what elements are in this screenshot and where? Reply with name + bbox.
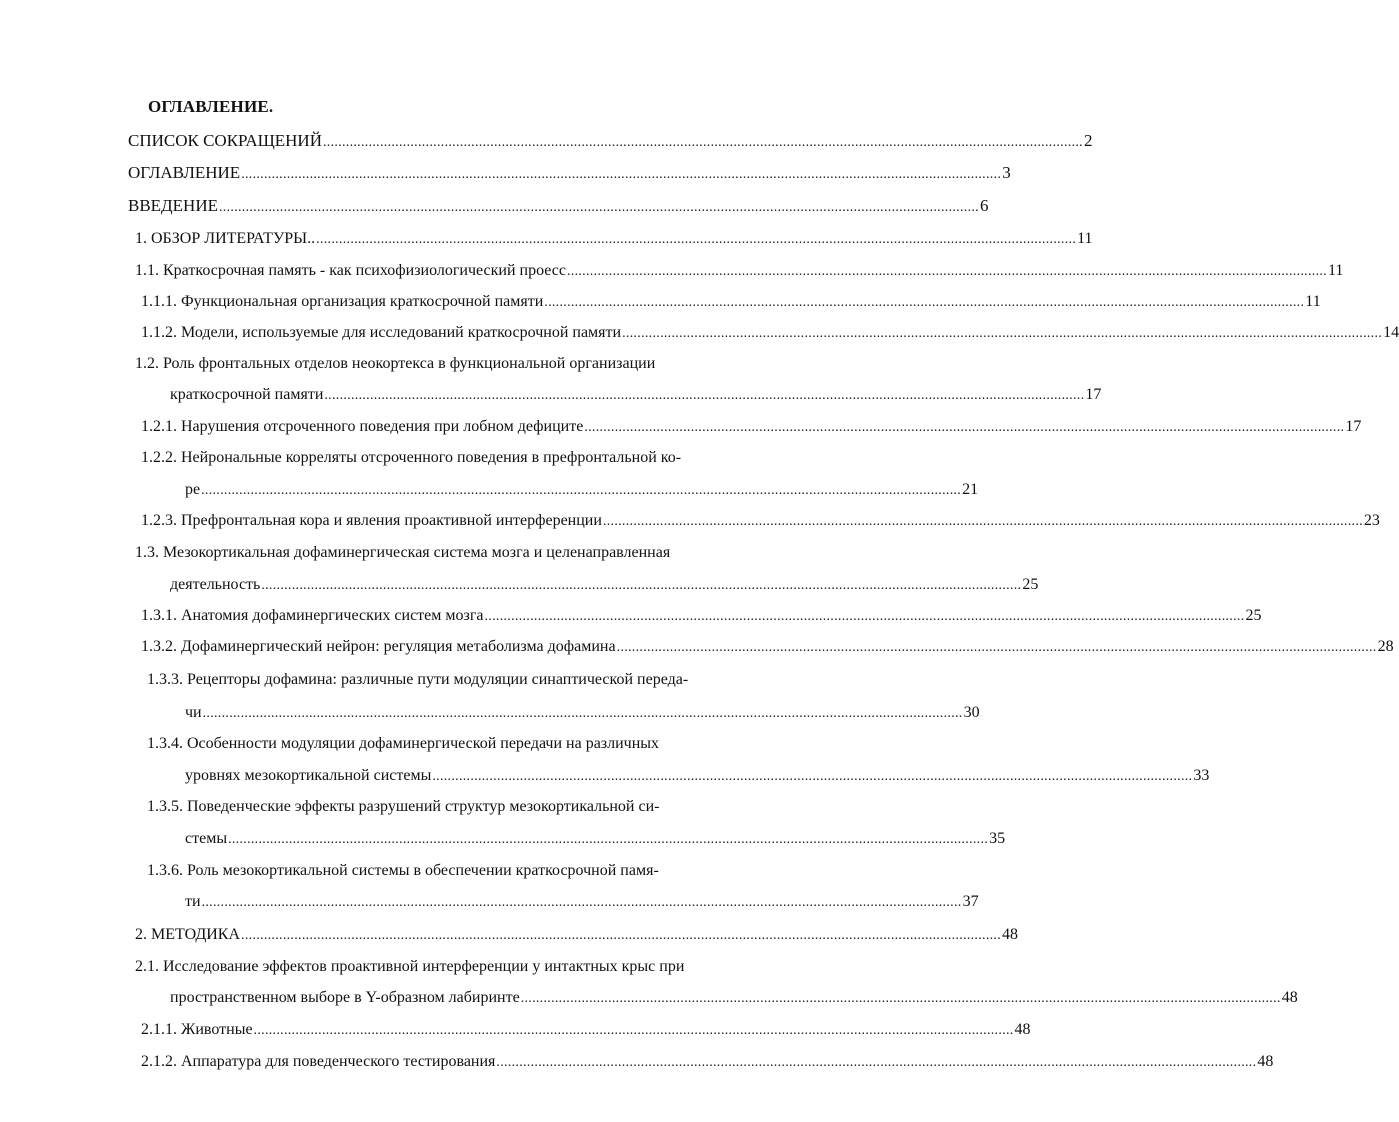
toc-entry-text: 2.1.1. Животные xyxy=(141,1021,253,1038)
toc-entry-page: 25 xyxy=(1245,607,1262,624)
toc-entry-text: деятельность xyxy=(170,576,261,593)
toc-entry-text: 1.2.2. Нейрональные корреляты отсроченного поведения в префронтальной ко- xyxy=(141,449,682,466)
toc-entry xyxy=(135,261,1344,282)
toc-entry-page: 3 xyxy=(1002,163,1011,182)
toc-entry xyxy=(185,892,979,913)
toc-entry xyxy=(141,323,1399,344)
dot-leader: ........................................................................................................................................................................................................ xyxy=(496,1055,1257,1070)
toc-entry xyxy=(141,1052,1274,1073)
toc-entry xyxy=(185,829,1006,850)
toc-entry xyxy=(147,797,719,817)
toc-entry-page: 11 xyxy=(1305,293,1321,310)
toc-entry xyxy=(141,292,1321,313)
toc-entry-page: 28 xyxy=(1377,638,1394,655)
dot-leader: ........................................................................................................................................................................................................ xyxy=(520,991,1281,1006)
toc-entry xyxy=(170,988,1298,1009)
toc-entry-text: 2. МЕТОДИКА xyxy=(135,926,241,943)
dot-leader: ........................................................................................................................................................................................................ xyxy=(202,706,963,721)
dot-leader: ........................................................................................................................................................................................................ xyxy=(602,514,1363,529)
toc-entry-text: ре xyxy=(185,481,201,498)
toc-entry xyxy=(128,163,1011,185)
toc-entry-text: 1.3.6. Роль мезокортикальной системы в обеспечении краткосрочной памя- xyxy=(147,862,659,879)
toc-entry xyxy=(141,448,719,468)
toc-entry-page: 17 xyxy=(1345,418,1362,435)
toc-entry-page: 23 xyxy=(1363,512,1380,529)
dot-leader: ........................................................................................................................................................................................................ xyxy=(316,232,1077,247)
toc-entry xyxy=(141,606,1262,627)
toc-entry-text: краткосрочной памяти xyxy=(170,386,324,403)
dot-leader: ........................................................................................................................................................................................................ xyxy=(228,832,989,847)
toc-entry-page: 14 xyxy=(1383,324,1399,341)
dot-leader: ........................................................................................................................................................................................................ xyxy=(241,167,1002,182)
toc-entry-text: ти xyxy=(185,893,201,910)
toc-entry-page: 6 xyxy=(979,196,989,215)
dot-leader: ........................................................................................................................................................................................................ xyxy=(324,388,1085,403)
toc-entry-text: 1.2.3. Префронтальная кора и явления проактивной интерференции xyxy=(141,512,602,529)
dot-leader: ........................................................................................................................................................................................................ xyxy=(241,928,1002,943)
toc-entry xyxy=(135,957,719,977)
toc-entry-text: 1. ОБЗОР ЛИТЕРАТУРЫ.. xyxy=(135,230,316,247)
toc-entry xyxy=(170,575,1039,596)
toc-entry xyxy=(141,637,1394,658)
toc-entry-text: 2.1. Исследование эффектов проактивной интерференции у интактных крыс при xyxy=(135,958,685,975)
dot-leader: ........................................................................................................................................................................................................ xyxy=(261,578,1022,593)
toc-entry-text: 1.1.1. Функциональная организация краткосрочной памяти xyxy=(141,293,544,310)
toc-entry-text: 1.2. Роль фронтальных отделов неокортекса в функциональной организации xyxy=(135,355,656,372)
toc-entry xyxy=(135,354,719,374)
toc-entry-page: 37 xyxy=(962,893,979,910)
toc-entry xyxy=(147,861,719,881)
toc-entry-page: 17 xyxy=(1085,386,1102,403)
toc-entry xyxy=(147,670,719,690)
page-title: ОГЛАВЛЕНИЕ. xyxy=(148,97,274,116)
toc-entry-text: СПИСОК СОКРАЩЕНИЙ xyxy=(128,131,322,150)
toc-entry-page: 48 xyxy=(1014,1021,1031,1038)
dot-leader: ........................................................................................................................................................................................................ xyxy=(544,295,1305,310)
dot-leader: ........................................................................................................................................................................................................ xyxy=(622,326,1383,341)
toc-entry xyxy=(185,766,1210,787)
toc-entry-page: 30 xyxy=(963,704,980,721)
toc-entry-page: 48 xyxy=(1281,989,1298,1006)
toc-entry-page: 21 xyxy=(962,481,979,498)
toc-entry-text: 1.2.1. Нарушения отсроченного поведения при лобном дефиците xyxy=(141,418,584,435)
toc-entry-text: 1.1. Краткосрочная память - как психофизиологический проесс xyxy=(135,262,566,279)
toc-entry-page: 33 xyxy=(1193,767,1210,784)
toc-entry xyxy=(147,734,719,754)
toc-entry-text: 2.1.2. Аппаратура для поведенческого тестирования xyxy=(141,1053,496,1070)
toc-entry-page: 25 xyxy=(1022,576,1039,593)
toc-entry-text: 1.3.1. Анатомия дофаминергических систем мозга xyxy=(141,607,484,624)
toc-entry-text: 1.1.2. Модели, используемые для исследований краткосрочной памяти xyxy=(141,324,622,341)
toc-entry-page: 11 xyxy=(1327,262,1344,279)
dot-leader: ........................................................................................................................................................................................................ xyxy=(616,640,1377,655)
toc-entry-page: 48 xyxy=(1002,926,1019,943)
dot-leader: ........................................................................................................................................................................................................ xyxy=(584,420,1345,435)
toc-entry-text: 1.3.3. Рецепторы дофамина: различные пути модуляции синаптической переда- xyxy=(147,671,689,688)
toc-entry-text: 1.3.4. Особенности модуляции дофаминергической передачи на различных xyxy=(147,735,660,752)
toc-entry xyxy=(170,385,1102,406)
toc-entry-text: стемы xyxy=(185,830,228,847)
dot-leader: ........................................................................................................................................................................................................ xyxy=(566,264,1327,279)
toc-entry xyxy=(135,229,1093,250)
dot-leader: ........................................................................................................................................................................................................ xyxy=(432,769,1193,784)
toc-entry-text: уровнях мезокортикальной системы xyxy=(185,767,432,784)
dot-leader: ........................................................................................................................................................................................................ xyxy=(201,895,962,910)
toc-entry-page: 48 xyxy=(1257,1053,1274,1070)
toc-entry xyxy=(141,1020,1031,1041)
toc-entry xyxy=(128,196,989,218)
toc-entry xyxy=(135,925,1019,946)
toc-entry-text: 1.3.2. Дофаминергический нейрон: регуляция метаболизма дофамина xyxy=(141,638,616,655)
toc-entry xyxy=(185,480,979,501)
toc-entry-text: ОГЛАВЛЕНИЕ xyxy=(128,163,241,182)
dot-leader: ........................................................................................................................................................................................................ xyxy=(201,483,962,498)
toc-entry xyxy=(141,417,1362,438)
toc-entry xyxy=(185,703,980,724)
toc-entry xyxy=(128,131,1093,153)
toc-entry-page: 11 xyxy=(1077,230,1093,247)
toc-entry-text: ВВЕДЕНИЕ xyxy=(128,196,218,215)
dot-leader: ........................................................................................................................................................................................................ xyxy=(253,1023,1014,1038)
toc-entry-page: 2 xyxy=(1083,131,1093,150)
toc-entry-text: 1.3. Мезокортикальная дофаминергическая система мозга и целенаправленная xyxy=(135,544,671,561)
dot-leader: ........................................................................................................................................................................................................ xyxy=(484,609,1245,624)
toc-entry xyxy=(141,511,1380,532)
toc-entry-page: 35 xyxy=(989,830,1006,847)
toc-entry-text: 1.3.5. Поведенческие эффекты разрушений структур мезокортикальной си- xyxy=(147,798,660,815)
toc-entry xyxy=(135,543,719,563)
toc-entry-text: чи xyxy=(185,704,202,721)
toc-entry-text: пространственном выборе в Y-образном лабиринте xyxy=(170,989,520,1006)
dot-leader: ........................................................................................................................................................................................................ xyxy=(218,200,979,215)
dot-leader: ........................................................................................................................................................................................................ xyxy=(322,135,1083,150)
